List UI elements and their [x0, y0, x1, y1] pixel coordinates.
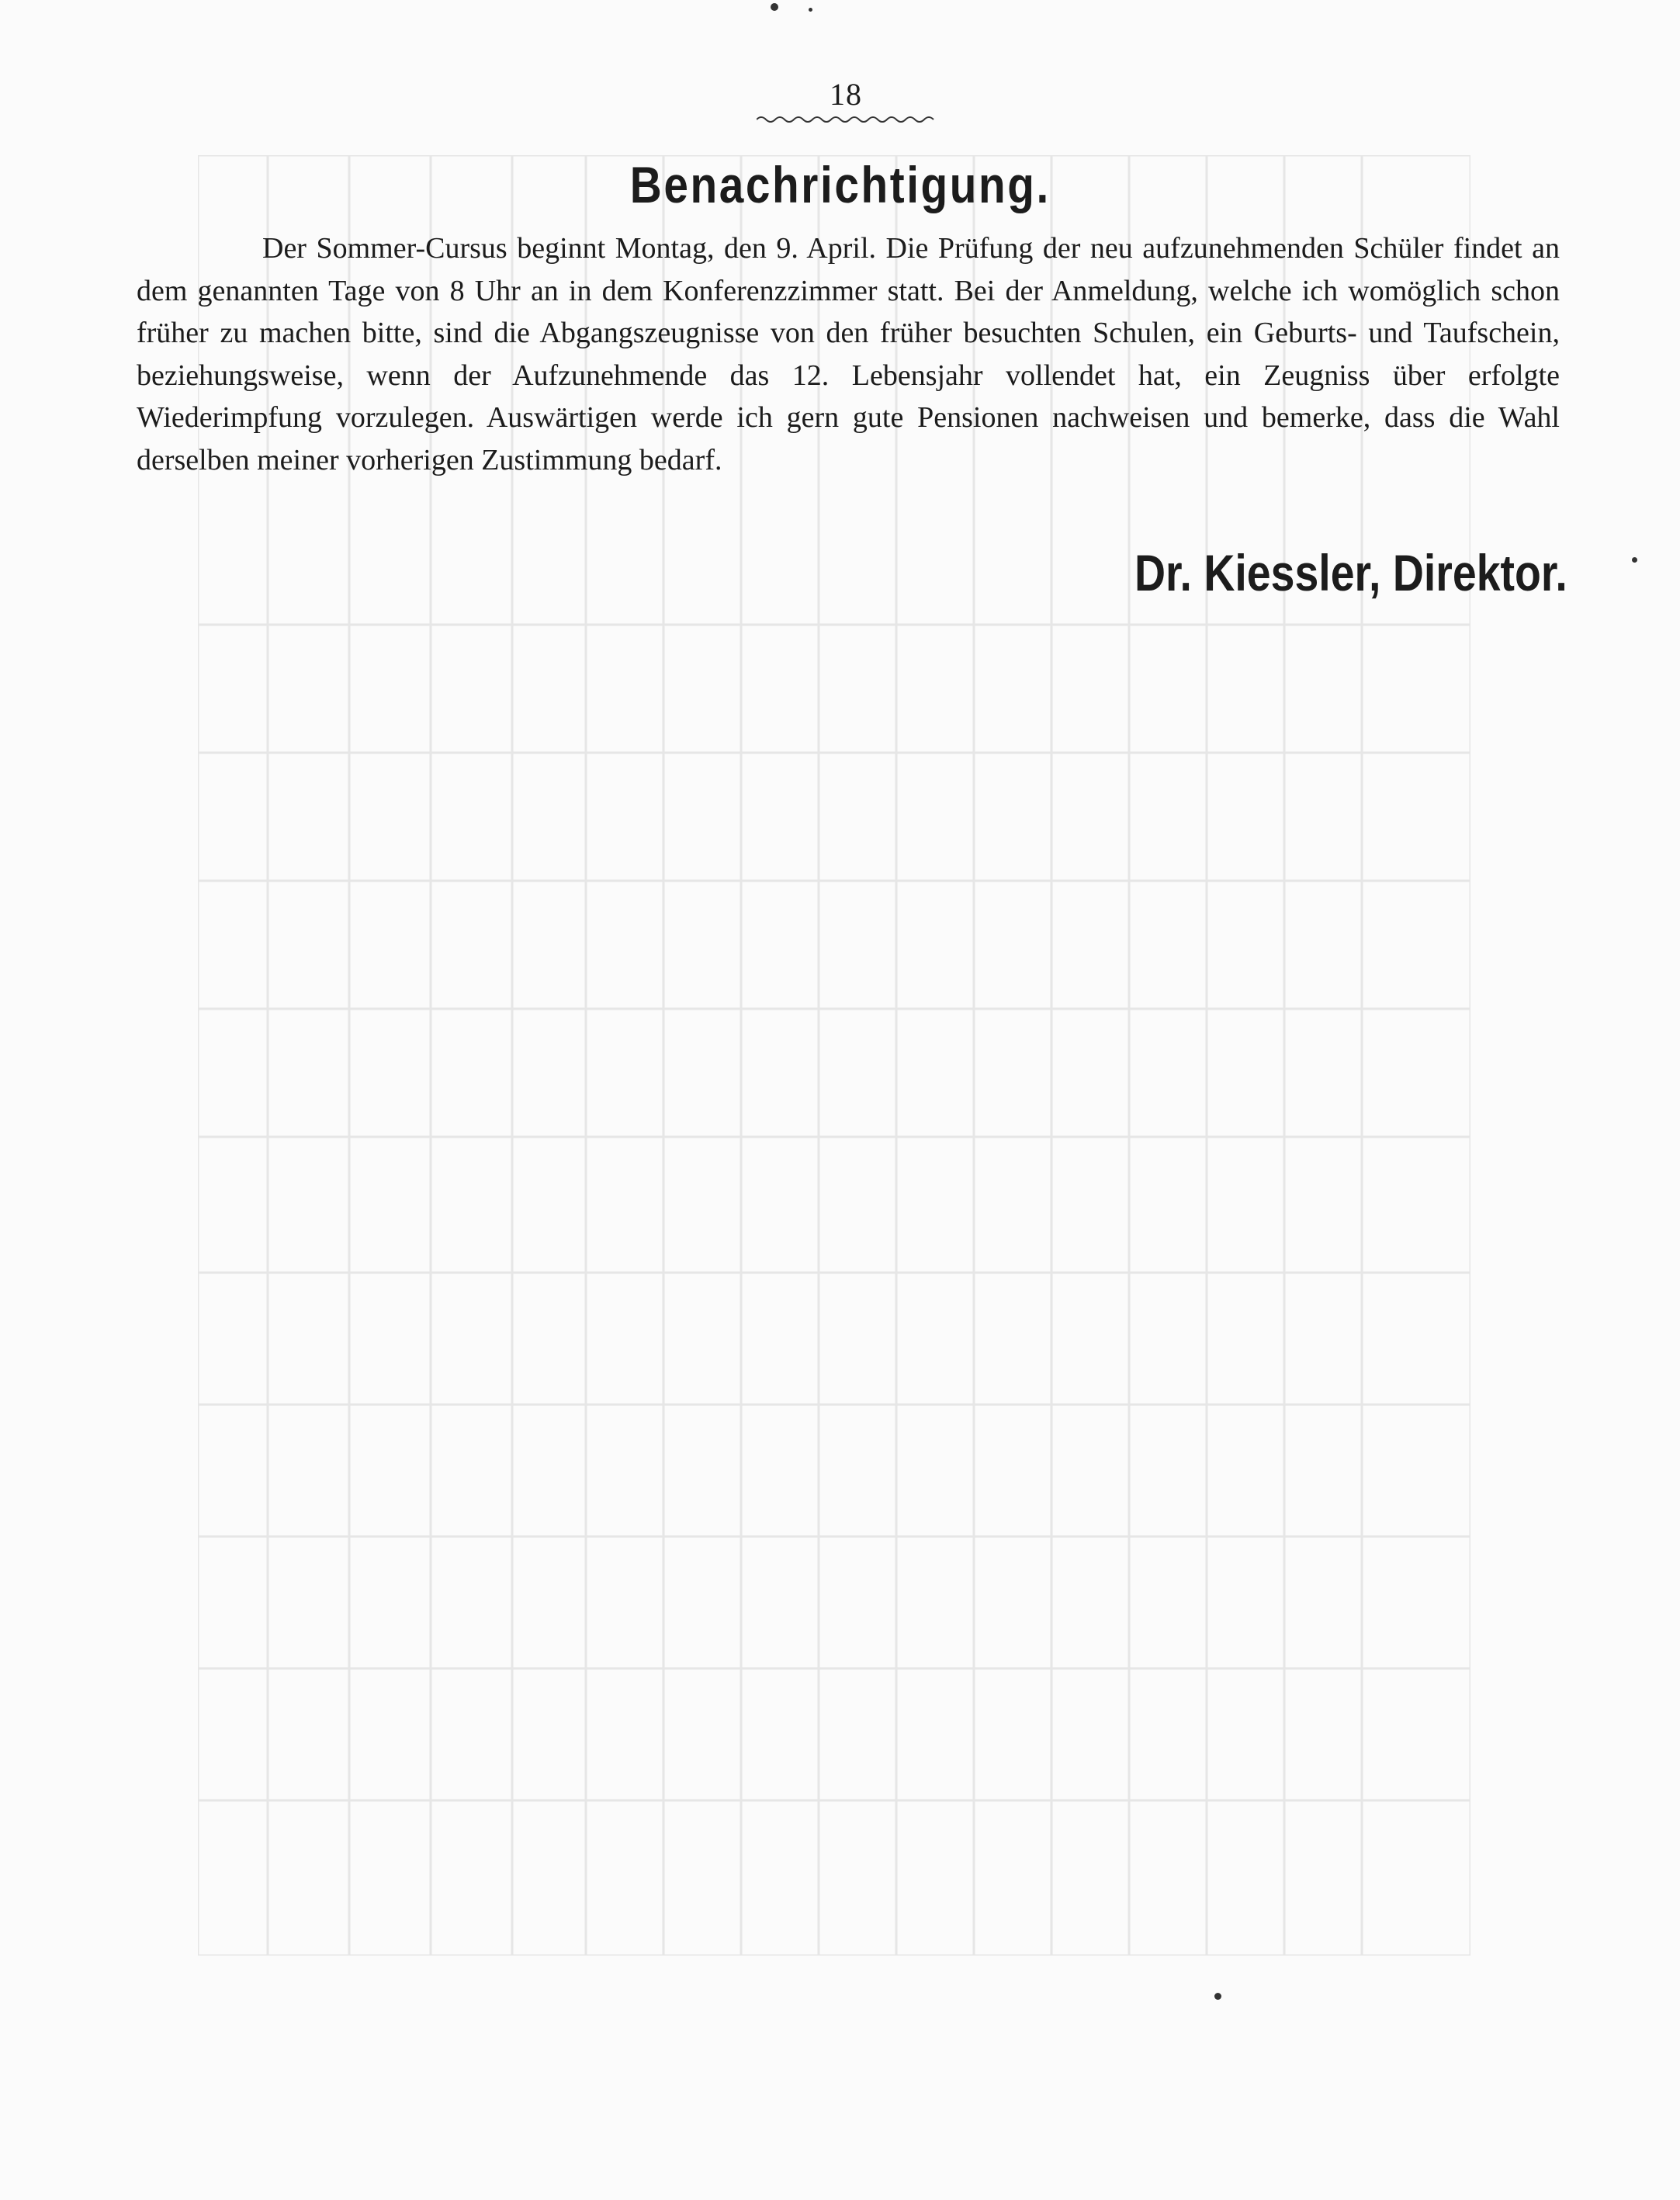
signature: [1134, 543, 1567, 602]
notice-body: Der Sommer-Cursus beginnt Montag, den 9. April. Die Prüfung der neu aufzunehmenden Schüler findet an dem genannten Tage von 8 Uhr an in dem Konferenzzimmer statt. Bei der Anmeldung, welche ich womöglich schon früher zu machen bitte, sind die Abgangszeugnisse von den früher besuchten Schulen, ein Geburts- und Taufschein, beziehungsweise, wenn der Aufzunehmende das 12. Lebensjahr vollendet hat, ein Zeugniss über erfolgte Wiederimpfung vorzulegen. Auswärtigen werde ich gern gute Pensionen nachweisen und bemerke, dass die Wahl derselben meiner vorherigen Zustimmung bedarf.: [137, 232, 1560, 476]
ink-speck: [809, 8, 812, 12]
notice-title: Benachrichtigung.: [629, 156, 1051, 213]
signature-role: Direktor.: [1392, 544, 1567, 601]
ink-speck: [1632, 557, 1637, 563]
page-number-ornament: [757, 113, 935, 126]
ink-speck: [771, 3, 778, 11]
ink-speck: [1214, 1993, 1221, 2000]
page-number: 18: [830, 77, 862, 112]
signature-name: Dr. Kiessler,: [1134, 544, 1381, 601]
